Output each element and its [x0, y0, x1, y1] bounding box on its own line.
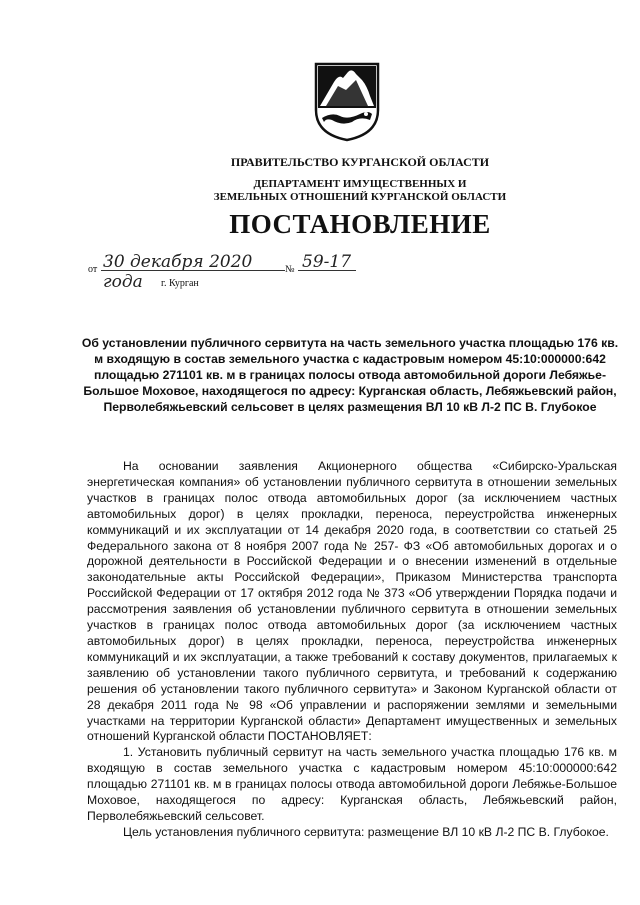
handwritten-number: 59-17 [302, 252, 352, 272]
department-name-line1: ДЕПАРТАМЕНТ ИМУЩЕСТВЕННЫХ И [253, 178, 467, 190]
date-prefix: от [88, 264, 98, 275]
body-paragraph-basis: На основании заявления Акционерного общества «Сибирско-Уральская энергетическая компания» об установлении публичного сервитута в отношении земельных участков в границах полос отвода автомобильных дорог (за исключением частных автомобильных дорог) в целях прокладки, переноса, переустройства инженерных коммуникаций и их эксплуатации от 14 декабря 2020 года, в соответствии со статьей 25 Федерального закона от 8 ноября 2007 года № 257- ФЗ «Об автомобильных дорогах и о дорожной деятельности в Российской Федерации и о внесении изменений в отдельные законодательные акты Российской Федерации», Приказом Министерства транспорта Российской Федерации от 17 октября 2012 года № 373 «Об утверждении Порядка подачи и рассмотрения заявления об установлении публичного сервитута в отношении земельных участков в границах полос отвода автомобильных дорог (за исключением частных автомобильных дорог) в целях прокладки, переноса, переустройства инженерных коммуникаций и их эксплуатации, а также требований к составу документов, прилагаемых к заявлению об установлении такого публичного сервитута, и требований к содержанию решения об установлении такого публичного сервитута» и Законом Курганской области от 28 декабря 2011 года № 98 «Об управлении и распоряжении землями и земельными участками на территории Курганской области» Департамент имущественных и земельных отношений Курганской области ПОСТАНОВЛЯЕТ: [87, 459, 617, 744]
coat-of-arms-emblem [312, 60, 382, 142]
document-body [87, 459, 617, 841]
date-underline [101, 270, 285, 271]
department-name-line2: ЗЕМЕЛЬНЫХ ОТНОШЕНИЙ КУРГАНСКОЙ ОБЛАСТИ [213, 191, 507, 203]
number-prefix: № [285, 264, 295, 275]
body-paragraph-decision: 1. Установить публичный сервитут на часть земельного участка площадью 176 кв. м входящую в состав земельного участка с кадастровым номером 45:10:000000:642 площадью 271101 кв. м в границах полосы отвода автомобильной дороги Лебяжье-Большое Моховое, находящегося по адресу: Курганская область, Лебяжьевский район, Перволебяжьевский сельсовет. [87, 745, 617, 823]
government-name: ПРАВИТЕЛЬСТВО КУРГАНСКОЙ ОБЛАСТИ [230, 155, 490, 169]
document-subject: Об установлении публичного сервитута на часть земельного участка площадью 176 кв. м входящую в состав земельного участка с кадастровым номером 45:10:000000:642 площадью 271101 кв. м в границах полосы отвода автомобильной дороги Лебяжье-Большое Моховое, находящегося по адресу: Курганская область, Лебяжьевский район, Перволебяжьевский сельсовет в целях размещения ВЛ 10 кВ Л-2 ПС В. Глубокое [81, 336, 619, 414]
body-paragraph-purpose: Цель установления публичного сервитута: размещение ВЛ 10 кВ Л-2 ПС В. Глубокое. [123, 824, 609, 839]
handwritten-date: 30 декабря 2020 года [103, 252, 253, 292]
city-name: г. Курган [161, 278, 199, 289]
number-underline [298, 270, 356, 271]
document-type-title: ПОСТАНОВЛЕНИЕ [229, 209, 491, 239]
